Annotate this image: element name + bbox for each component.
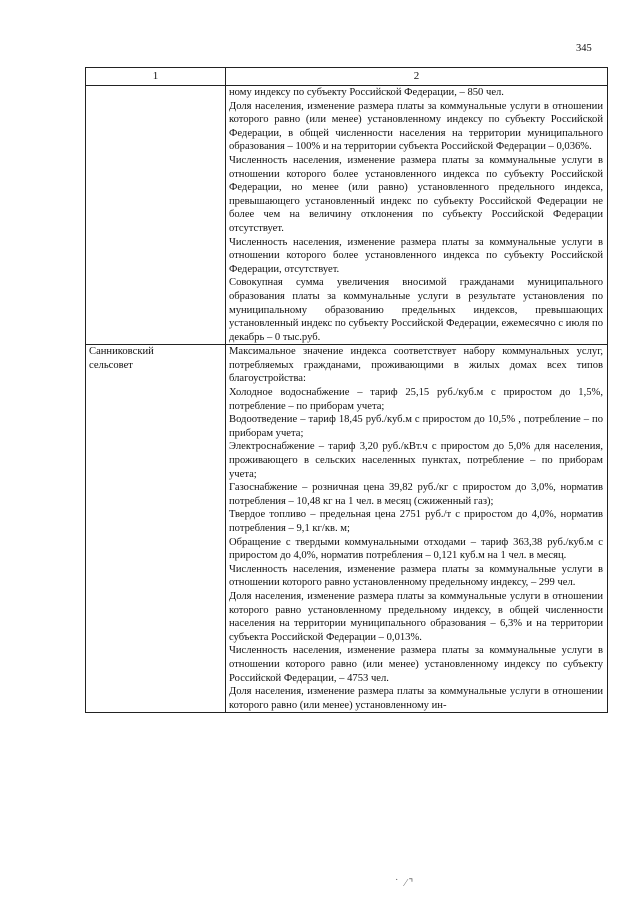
description-paragraph: Доля населения, изменение размера платы за коммунальные услуги в отношении которого равно (или менее) установленному индексу по субъекту Российской Федерации, в общей численности населения на территории муниципального образования – 100% и на территории субъекта Российской Федерации – 0,036%. xyxy=(229,100,603,153)
description-paragraph: Обращение с твердыми коммунальными отходами – тариф 363,38 руб./куб.м с приростом до 4,0%, норматив потребления – 0,121 куб.м на 1 чел. в месяц. xyxy=(229,536,603,562)
description-paragraph: Численность населения, изменение размера платы за коммунальные услуги в отношении которого более установленного индекса по субъекту Российской Федерации, но менее (или равно) установленного предельного индекса, превышающего установленный индекс по субъекту Российской Федерации не более чем на величину отклонения по субъекту Российской Федерации отсутствует. xyxy=(229,154,603,234)
column-header-2: 2 xyxy=(226,68,608,86)
description-paragraph: Твердое топливо – предельная цена 2751 руб./т с приростом до 4,0%, норматив потребления – 9,1 кг/кв. м; xyxy=(229,509,603,534)
description-paragraph: Доля населения, изменение размера платы за коммунальные услуги в отношении которого равно установленному предельному индексу, в общей численности населения на территории муниципального образования – 6,3% и на территории субъекта Российской Федерации – 0,013%. xyxy=(229,590,603,643)
description-paragraph: ному индексу по субъекту Российской Федерации, – 850 чел. xyxy=(229,87,504,98)
description-paragraph: Газоснабжение – розничная цена 39,82 руб./кг с приростом до 3,0%, норматив потребления – 10,48 кг на 1 чел. в месяц (сжиженный газ); xyxy=(229,482,603,507)
description-paragraph: Максимальное значение индекса соответствует набору коммунальных услуг, потребляемых гражданами, проживающими в жилых домах всех типов благоустройства: xyxy=(229,346,603,385)
municipality-name-line: сельсовет xyxy=(89,359,133,371)
page-number: 345 xyxy=(576,43,592,54)
description-cell xyxy=(226,345,608,713)
description-cell xyxy=(226,86,608,345)
municipality-name-line: Санниковский xyxy=(89,346,154,358)
municipality-cell xyxy=(86,86,226,345)
description-paragraph: Численность населения, изменение размера платы за коммунальные услуги в отношении которого равно (или менее) установленному индексу по субъекту Российской Федерации, – 4753 чел. xyxy=(229,645,603,684)
description-paragraph: Холодное водоснабжение – тариф 25,15 руб./куб.м с приростом до 1,5%, потребление – по приборам учета; xyxy=(229,387,603,412)
description-paragraph: Совокупная сумма увеличения вносимой гражданами муниципального образования платы за коммунальные услуги в результате установления по муниципальному образованию предельных индексов, превышающих установленный индекс по субъекту Российской Федерации, ежемесячно с июля по декабрь – 0 тыс.руб. xyxy=(229,277,603,343)
description-paragraph: Численность населения, изменение размера платы за коммунальные услуги в отношении которого более установленного индекса по субъекту Российской Федерации, отсутствует. xyxy=(229,236,603,275)
table-header-row xyxy=(86,68,608,86)
description-paragraph: Электроснабжение – тариф 3,20 руб./кВт.ч с приростом до 5,0% для населения, проживающего в сельских населенных пунктах, потребление – по приборам учета; xyxy=(229,441,603,480)
table-row xyxy=(86,86,608,345)
description-paragraph: Водоотведение – тариф 18,45 руб./куб.м с приростом до 10,5% , потребление – по приборам учета; xyxy=(229,414,603,439)
table-row xyxy=(86,345,608,713)
scan-marks: ˙ ⁄⌝ xyxy=(395,878,416,889)
description-paragraph: Доля населения, изменение размера платы за коммунальные услуги в отношении которого равно (или менее) установленному ин- xyxy=(229,686,603,711)
document-table xyxy=(85,67,608,713)
column-header-1: 1 xyxy=(86,68,226,86)
municipality-cell xyxy=(86,345,226,713)
description-paragraph: Численность населения, изменение размера платы за коммунальные услуги в отношении которого равно установленному предельному индексу, – 299 чел. xyxy=(229,563,603,589)
